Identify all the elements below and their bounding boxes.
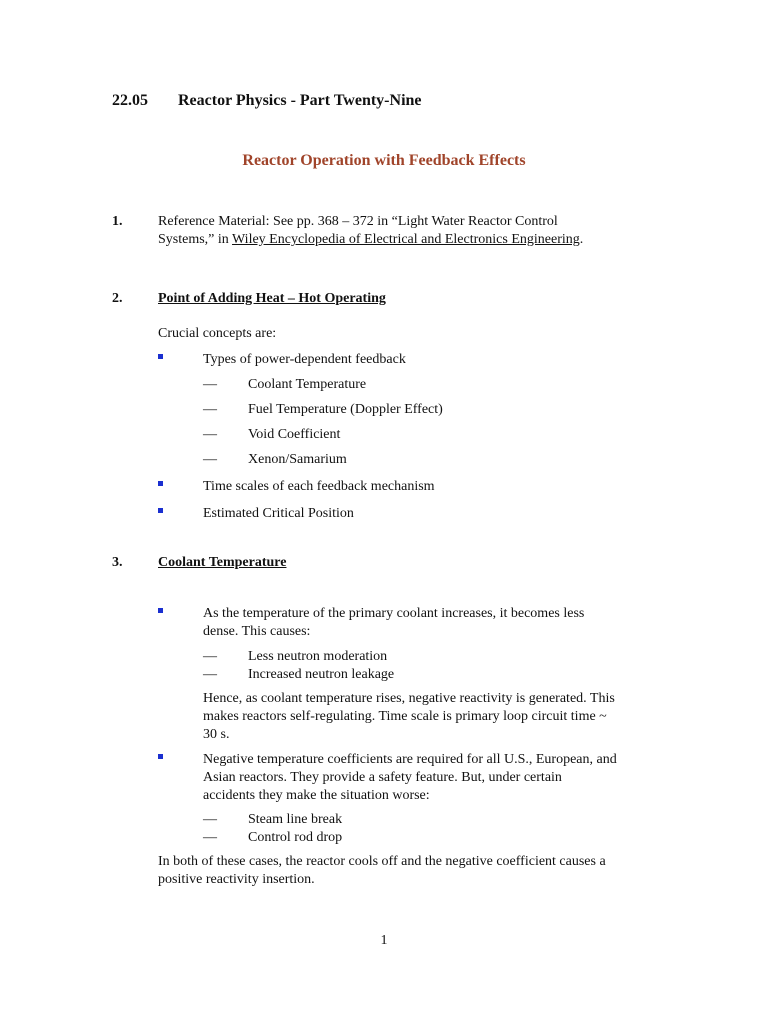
document-subtitle: Reactor Operation with Feedback Effects	[242, 152, 526, 169]
coefficient-bullet-line: Asian reactors. They provide a safety feature. But, under certain	[203, 770, 562, 785]
bullet-icon	[156, 352, 164, 360]
section-3-heading: Coolant Temperature	[158, 555, 287, 570]
section-3-number: 3.	[112, 555, 123, 570]
coolant-paragraph-line: Hence, as coolant temperature rises, negative reactivity is generated. This	[203, 691, 615, 706]
coolant-bullet-line: As the temperature of the primary coolant increases, it becomes less	[203, 606, 585, 621]
coefficient-bullet-line: Negative temperature coefficients are required for all U.S., European, and	[203, 752, 617, 767]
list-item: Xenon/Samarium	[248, 452, 347, 467]
list-item: Fuel Temperature (Doppler Effect)	[248, 402, 443, 417]
dash-icon: —	[203, 377, 217, 392]
closing-paragraph-line: positive reactivity insertion.	[158, 872, 315, 887]
section-1-number: 1.	[112, 214, 123, 229]
course-title: Reactor Physics - Part Twenty-Nine	[178, 92, 422, 109]
list-item: Void Coefficient	[248, 427, 341, 442]
section-2-number: 2.	[112, 291, 123, 306]
bullet-critical-position: Estimated Critical Position	[203, 506, 354, 521]
coolant-paragraph-line: makes reactors self-regulating. Time scale is primary loop circuit time ~	[203, 709, 607, 724]
list-item: Steam line break	[248, 812, 343, 827]
section-2-heading: Point of Adding Heat – Hot Operating	[158, 291, 386, 306]
dash-icon: —	[203, 402, 217, 417]
bullet-icon	[156, 479, 164, 487]
bullet-icon	[156, 606, 164, 614]
reference-line-2	[158, 231, 583, 249]
coolant-paragraph-line: 30 s.	[203, 727, 230, 742]
dash-icon: —	[203, 830, 217, 845]
bullet-time-scales: Time scales of each feedback mechanism	[203, 479, 435, 494]
course-number: 22.05	[112, 92, 148, 109]
coolant-bullet-line: dense. This causes:	[203, 624, 311, 639]
list-item: Control rod drop	[248, 830, 343, 845]
closing-paragraph-line: In both of these cases, the reactor cools off and the negative coefficient causes a	[158, 854, 606, 869]
section-2-intro: Crucial concepts are:	[158, 326, 277, 341]
bullet-feedback-types: Types of power-dependent feedback	[203, 352, 406, 367]
bullet-icon	[156, 752, 164, 760]
reference-line-1: Reference Material: See pp. 368 – 372 in “Light Water Reactor Control	[158, 214, 558, 229]
list-item: Coolant Temperature	[248, 377, 367, 392]
reference-suffix: .	[579, 232, 584, 247]
page-number: 1	[380, 933, 388, 948]
dash-icon: —	[203, 667, 217, 682]
list-item: Increased neutron leakage	[248, 667, 395, 682]
dash-icon: —	[203, 812, 217, 827]
dash-icon: —	[203, 452, 217, 467]
page-title	[112, 92, 422, 110]
reference-source-title: Wiley Encyclopedia of Electrical and Electronics Engineering	[232, 232, 580, 247]
list-item: Less neutron moderation	[248, 649, 388, 664]
dash-icon: —	[203, 427, 217, 442]
dash-icon: —	[203, 649, 217, 664]
coefficient-bullet-line: accidents they make the situation worse:	[203, 788, 430, 803]
bullet-icon	[156, 506, 164, 514]
reference-prefix: Systems,” in	[158, 232, 233, 247]
